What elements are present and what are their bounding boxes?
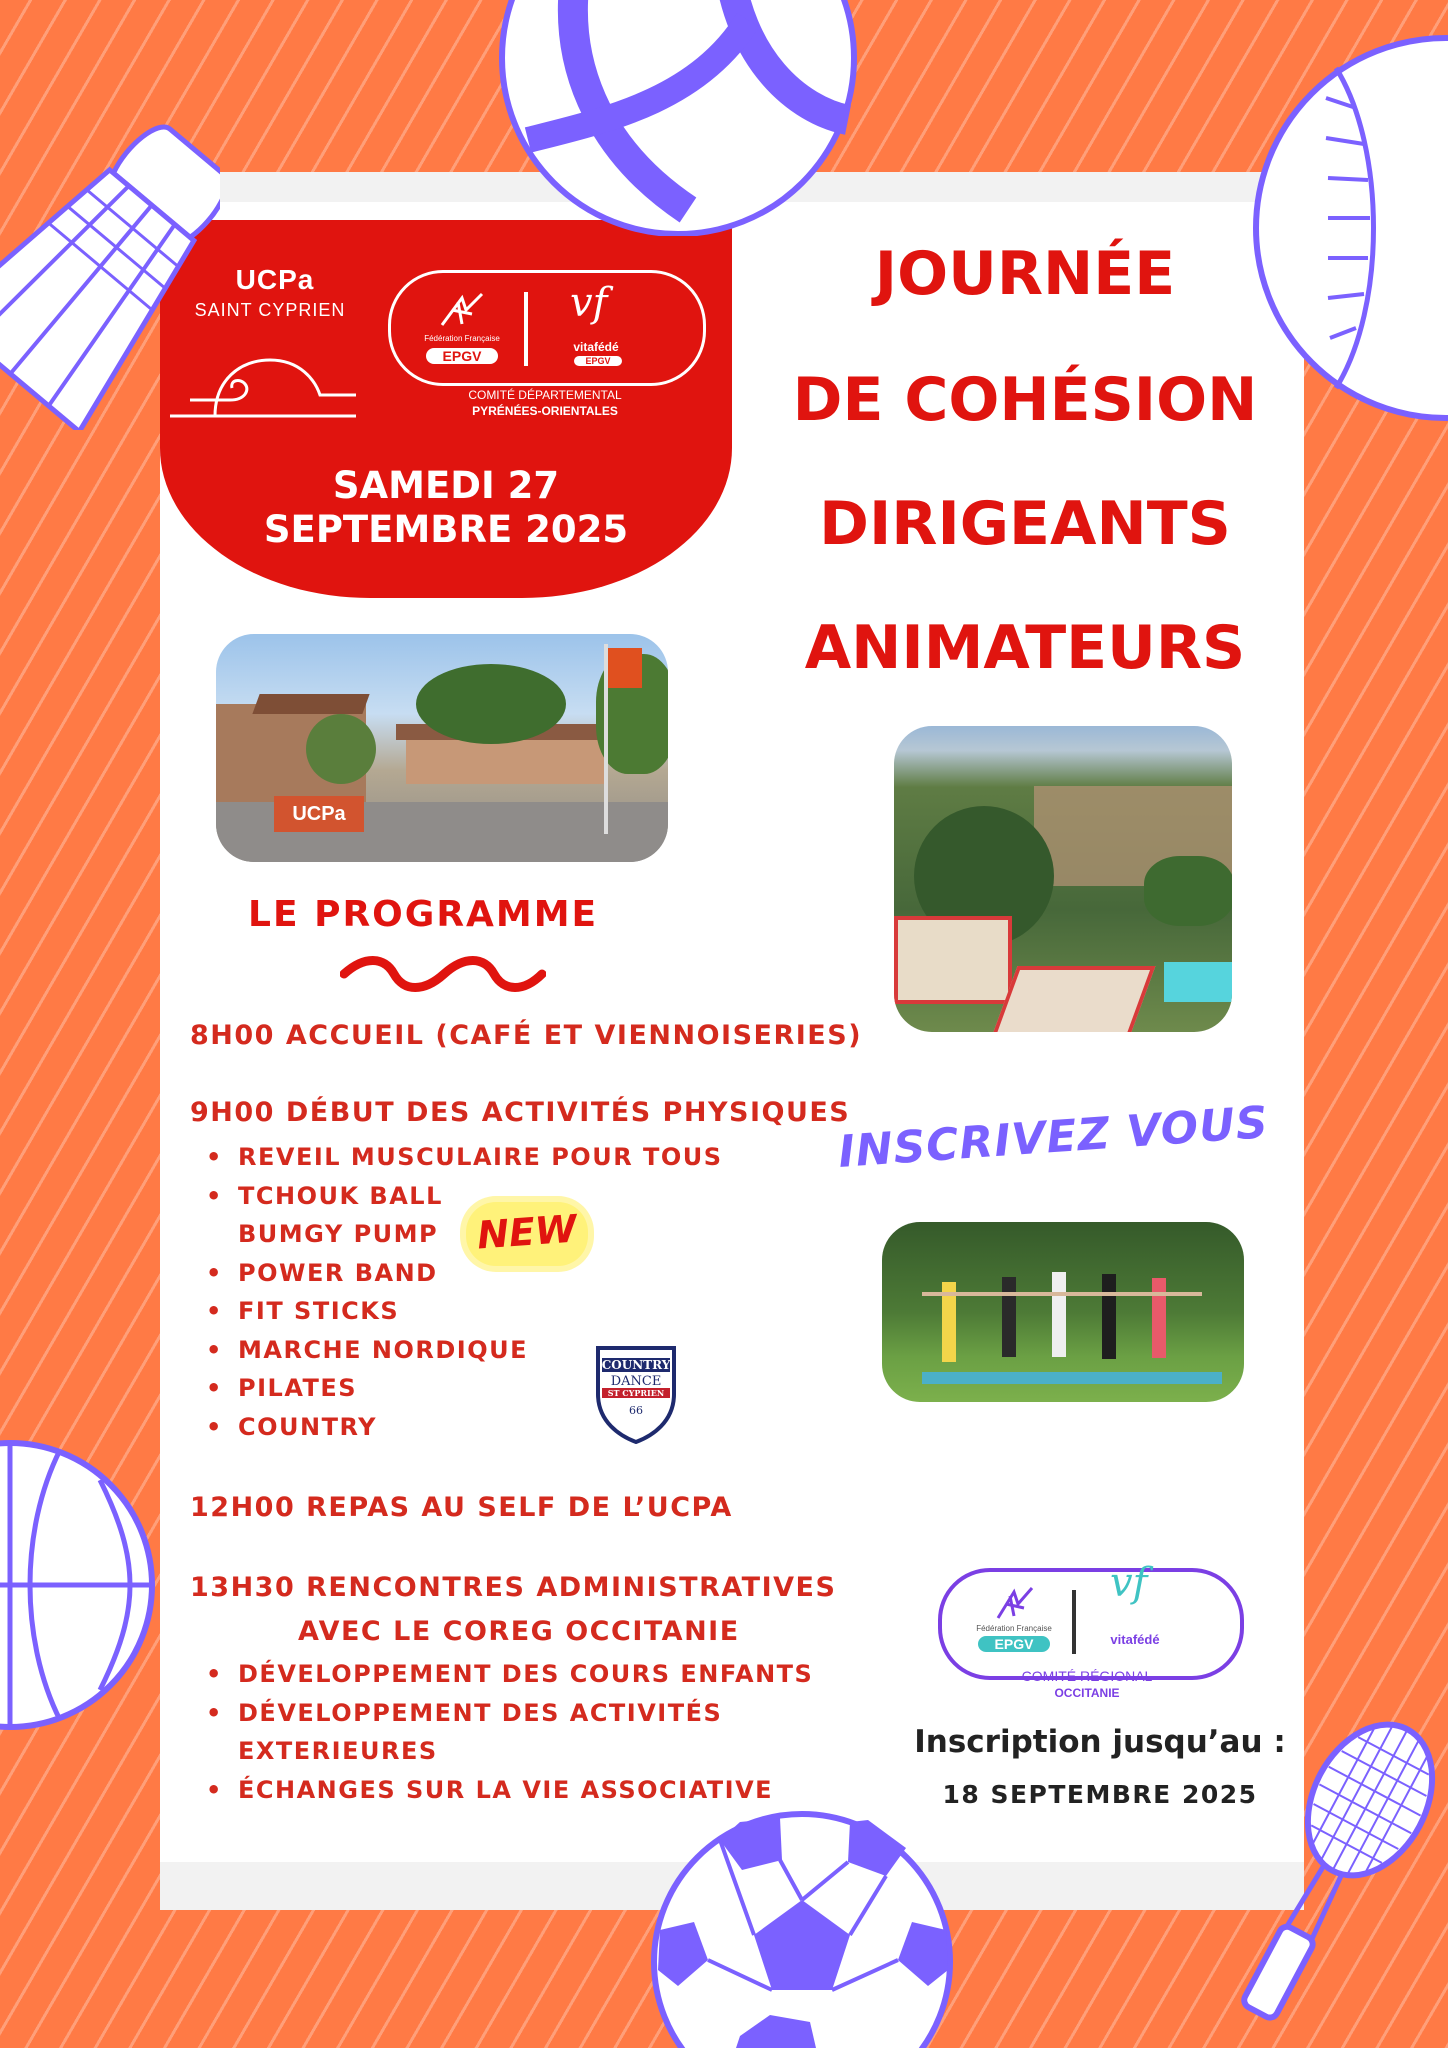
regional-caption: COMITÉ RÉGIONAL bbox=[1021, 1668, 1153, 1684]
inscription-deadline: 18 SEPTEMBRE 2025 bbox=[942, 1780, 1258, 1809]
list-item: • PILATES bbox=[206, 1369, 723, 1408]
list-item: • REVEIL MUSCULAIRE POUR TOUS bbox=[206, 1138, 723, 1177]
event-date-line2: SEPTEMBRE 2025 bbox=[263, 508, 629, 551]
event-date-line1: SAMEDI 27 bbox=[332, 464, 560, 507]
programme-activities-heading: 9H00 DÉBUT DES ACTIVITÉS PHYSIQUES bbox=[190, 1097, 851, 1128]
regional-logo-divider bbox=[1072, 1590, 1076, 1654]
venue-sign: UCPa bbox=[274, 796, 364, 832]
title-line-3: DIRIGEANTS bbox=[819, 489, 1231, 559]
aerial-photo bbox=[894, 726, 1232, 1032]
list-item: • ÉCHANGES SUR LA VIE ASSOCIATIVE bbox=[206, 1771, 813, 1810]
title-line-1: JOURNÉE bbox=[874, 239, 1176, 309]
departmental-caption: COMITÉ DÉPARTEMENTAL bbox=[468, 388, 622, 402]
country-logo-line1: COUNTRY bbox=[601, 1358, 671, 1372]
ucpa-logo-name: UCPa bbox=[235, 264, 315, 295]
regional-vitafede-monogram: vf bbox=[1110, 1560, 1148, 1606]
list-item: • DÉVELOPPEMENT DES ACTIVITÉS bbox=[206, 1694, 813, 1733]
title-line-2: DE COHÉSION bbox=[792, 365, 1258, 435]
baseball-icon bbox=[1246, 28, 1448, 428]
regional-federation-text: Fédération Française bbox=[976, 1624, 1052, 1633]
epgv-figure-icon bbox=[432, 290, 492, 330]
epgv-federation-text: Fédération Française bbox=[424, 334, 500, 343]
country-logo-line4: 66 bbox=[629, 1404, 643, 1417]
fitness-group-photo bbox=[882, 1222, 1244, 1402]
volleyball-icon bbox=[498, 0, 858, 236]
programme-rencontres-line1: 13H30 RENCONTRES ADMINISTRATIVES bbox=[190, 1572, 837, 1603]
vitafede-monogram: vf bbox=[570, 280, 608, 326]
list-item-continuation: EXTERIEURES bbox=[238, 1737, 438, 1765]
logo-divider bbox=[524, 292, 528, 366]
soccer-ball-icon bbox=[650, 1810, 954, 2048]
list-item: • DÉVELOPPEMENT DES COURS ENFANTS bbox=[206, 1655, 813, 1694]
regional-vitafede-brand: vitafédé bbox=[1110, 1632, 1160, 1647]
programme-repas: 12H00 REPAS AU SELF DE L’UCPA bbox=[190, 1492, 733, 1523]
venue-photo bbox=[216, 634, 668, 862]
list-item: • TCHOUK BALL bbox=[206, 1177, 723, 1216]
list-item: • POWER BAND bbox=[206, 1254, 723, 1293]
shuttlecock-icon bbox=[0, 80, 220, 430]
programme-rencontres-line2: AVEC LE COREG OCCITANIE bbox=[298, 1616, 740, 1647]
list-item bbox=[206, 1732, 813, 1771]
tennis-racket-icon bbox=[1230, 1710, 1448, 2048]
country-logo-line3: ST CYPRIEN bbox=[607, 1388, 665, 1398]
country-logo-line2: DANCE bbox=[610, 1374, 662, 1389]
departmental-region: PYRÉNÉES-ORIENTALES bbox=[472, 404, 618, 418]
vitafede-brand: vitafédé bbox=[573, 340, 619, 354]
register-cta[interactable]: INSCRIVEZ VOUS bbox=[836, 1097, 1271, 1178]
title-line-4: ANIMATEURS bbox=[804, 613, 1246, 683]
ucpa-logo-subtitle: SAINT CYPRIEN bbox=[194, 300, 346, 320]
regional-epgv-badge: EPGV bbox=[978, 1636, 1050, 1652]
list-item: • FIT STICKS bbox=[206, 1292, 723, 1331]
programme-accueil: 8H00 ACCUEIL (CAFÉ ET VIENNOISERIES) bbox=[190, 1020, 863, 1051]
vitafede-sub-badge: EPGV bbox=[574, 356, 622, 366]
rencontres-list bbox=[206, 1655, 813, 1809]
regional-figure-icon bbox=[990, 1586, 1040, 1622]
new-badge-text: NEW bbox=[475, 1206, 579, 1258]
squiggle-divider-icon bbox=[340, 956, 546, 992]
regional-caption-region: OCCITANIE bbox=[1054, 1686, 1120, 1700]
country-dance-logo bbox=[594, 1344, 678, 1444]
basketball-icon bbox=[0, 1440, 158, 1730]
list-item: BUMGY PUMP bbox=[238, 1220, 439, 1248]
inscription-label: Inscription jusqu’au : bbox=[914, 1724, 1286, 1760]
list-item: • MARCHE NORDIQUE bbox=[206, 1331, 723, 1370]
list-item: • COUNTRY bbox=[206, 1408, 723, 1447]
epgv-badge: EPGV bbox=[426, 348, 498, 364]
programme-heading: LE PROGRAMME bbox=[248, 894, 599, 935]
